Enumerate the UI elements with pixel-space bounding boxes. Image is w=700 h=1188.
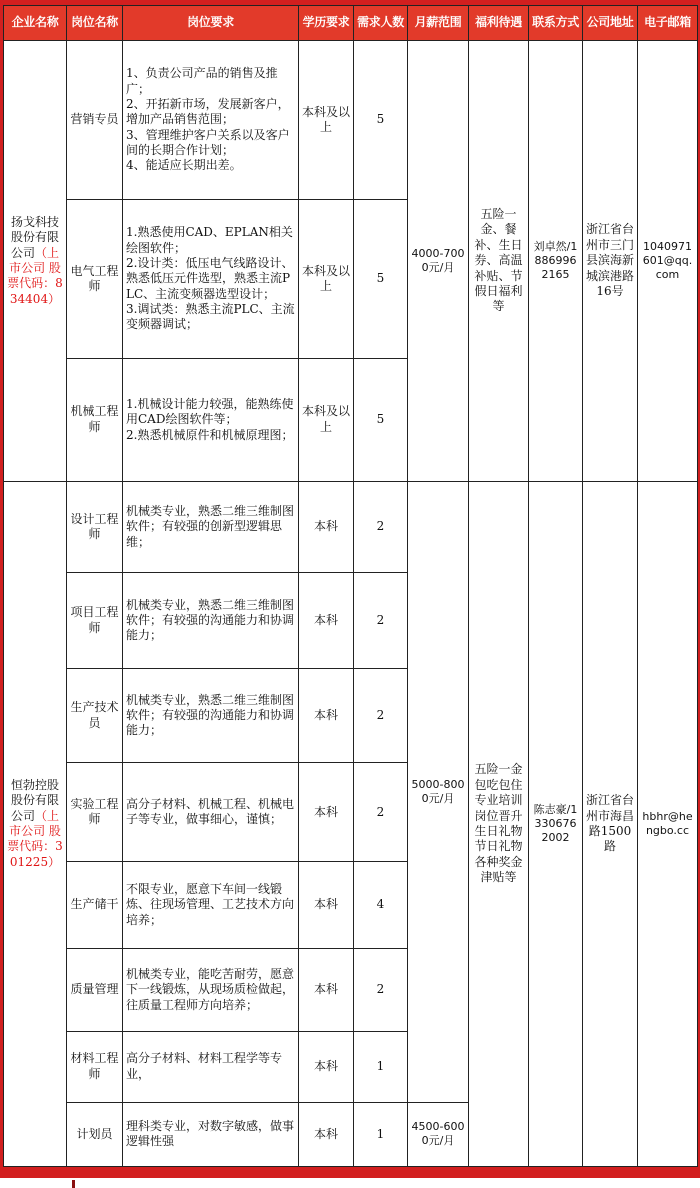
job-headcount: 1 — [354, 1032, 408, 1102]
job-title: 材料工程师 — [67, 1032, 123, 1102]
company-name: 恒勃控股股份有限公司 — [10, 777, 59, 823]
job-education: 本科 — [299, 668, 354, 763]
job-education: 本科 — [299, 481, 354, 573]
job-title: 质量管理 — [67, 948, 123, 1032]
job-requirements: 理科类专业，对数字敏感，做事逻辑性强 — [123, 1102, 299, 1166]
company-address: 浙江省台州市海昌路1500路 — [583, 481, 638, 1166]
job-title: 生产技术员 — [67, 668, 123, 763]
salary-range: 5000-8000元/月 — [408, 481, 469, 1102]
contact-email: hbhr@hengbo.cc — [638, 481, 698, 1166]
job-requirements: 1.机械设计能力较强，能熟练使用CAD绘图软件等； 2.熟悉机械原件和机械原理图； — [123, 358, 299, 481]
job-requirements: 1.熟悉使用CAD、EPLAN相关绘图软件； 2.设计类：低压电气线路设计、熟悉低压元件选型，熟悉主流PLC、主流变频器选型设计； 3.调试类：熟悉主流PLC、主流变频器调试； — [123, 199, 299, 358]
job-headcount: 5 — [354, 199, 408, 358]
job-education: 本科及以上 — [299, 358, 354, 481]
header-address: 公司地址 — [583, 6, 638, 41]
job-requirements: 机械类专业，熟悉二维三维制图软件；有较强的创新型逻辑思维； — [123, 481, 299, 573]
job-listing-table — [3, 5, 698, 1167]
job-requirements: 不限专业，愿意下车间一线锻炼、往现场管理、工艺技术方向培养； — [123, 862, 299, 949]
job-headcount: 2 — [354, 948, 408, 1032]
listed-note: （上市公司 股票代码：301225） — [7, 808, 63, 869]
job-education: 本科 — [299, 763, 354, 862]
job-education: 本科及以上 — [299, 199, 354, 358]
job-headcount: 5 — [354, 41, 408, 200]
table-row — [4, 41, 698, 200]
job-requirements: 高分子材料、机械工程、机械电子等专业，做事细心，谨慎； — [123, 763, 299, 862]
job-title: 实验工程师 — [67, 763, 123, 862]
header-headcount: 需求人数 — [354, 6, 408, 41]
bottom-mark — [72, 1180, 75, 1188]
listed-note: （上市公司 股票代码：834404） — [7, 245, 63, 306]
header-education: 学历要求 — [299, 6, 354, 41]
benefits: 五险一金包吃包住专业培训岗位晋升生日礼物节日礼物各种奖金津贴等 — [469, 481, 529, 1166]
contact-info: 刘卓然/18869962165 — [529, 41, 583, 482]
job-headcount: 2 — [354, 668, 408, 763]
salary-range: 4500-6000元/月 — [408, 1102, 469, 1166]
job-requirements: 机械类专业，熟悉二维三维制图软件；有较强的沟通能力和协调能力； — [123, 573, 299, 669]
job-title: 生产储干 — [67, 862, 123, 949]
job-headcount: 1 — [354, 1102, 408, 1166]
contact-email: 1040971601@qq.com — [638, 41, 698, 482]
job-title: 项目工程师 — [67, 573, 123, 669]
company-address: 浙江省台州市三门县滨海新城滨港路16号 — [583, 41, 638, 482]
job-education: 本科 — [299, 1102, 354, 1166]
header-benefits: 福利待遇 — [469, 6, 529, 41]
job-title: 电气工程师 — [67, 199, 123, 358]
header-company: 企业名称 — [4, 6, 67, 41]
job-title: 设计工程师 — [67, 481, 123, 573]
job-headcount: 2 — [354, 481, 408, 573]
job-title: 营销专员 — [67, 41, 123, 200]
header-salary: 月薪范围 — [408, 6, 469, 41]
job-education: 本科 — [299, 1032, 354, 1102]
job-title: 机械工程师 — [67, 358, 123, 481]
header-email: 电子邮箱 — [638, 6, 698, 41]
job-headcount: 4 — [354, 862, 408, 949]
job-requirements: 高分子材料、材料工程学等专业， — [123, 1032, 299, 1102]
salary-range: 4000-7000元/月 — [408, 41, 469, 482]
job-headcount: 2 — [354, 763, 408, 862]
job-title: 计划员 — [67, 1102, 123, 1166]
job-education: 本科 — [299, 948, 354, 1032]
job-requirements: 机械类专业，能吃苦耐劳，愿意下一线锻炼，从现场质检做起，往质量工程师方向培养； — [123, 948, 299, 1032]
job-education: 本科 — [299, 573, 354, 669]
contact-info: 陈志豪/13306762002 — [529, 481, 583, 1166]
header-row — [4, 6, 698, 41]
job-education: 本科及以上 — [299, 41, 354, 200]
job-headcount: 5 — [354, 358, 408, 481]
header-position: 岗位名称 — [67, 6, 123, 41]
job-education: 本科 — [299, 862, 354, 949]
company-name: 扬戈科技股份有限公司 — [10, 214, 59, 260]
benefits: 五险一金、餐补、生日券、高温补贴、节假日福利等 — [469, 41, 529, 482]
header-contact: 联系方式 — [529, 6, 583, 41]
table-row — [4, 481, 698, 573]
job-headcount: 2 — [354, 573, 408, 669]
job-requirements: 1、负责公司产品的销售及推广； 2、开拓新市场，发展新客户，增加产品销售范围； 3、管理维护客户关系以及客户间的长期合作计划； 4、能适应长期出差。 — [123, 41, 299, 200]
header-requirements: 岗位要求 — [123, 6, 299, 41]
job-requirements: 机械类专业，熟悉二维三维制图软件；有较强的沟通能力和协调能力； — [123, 668, 299, 763]
bottom-strip — [0, 1178, 700, 1188]
company-name-cell — [4, 41, 67, 482]
company-name-cell — [4, 481, 67, 1166]
